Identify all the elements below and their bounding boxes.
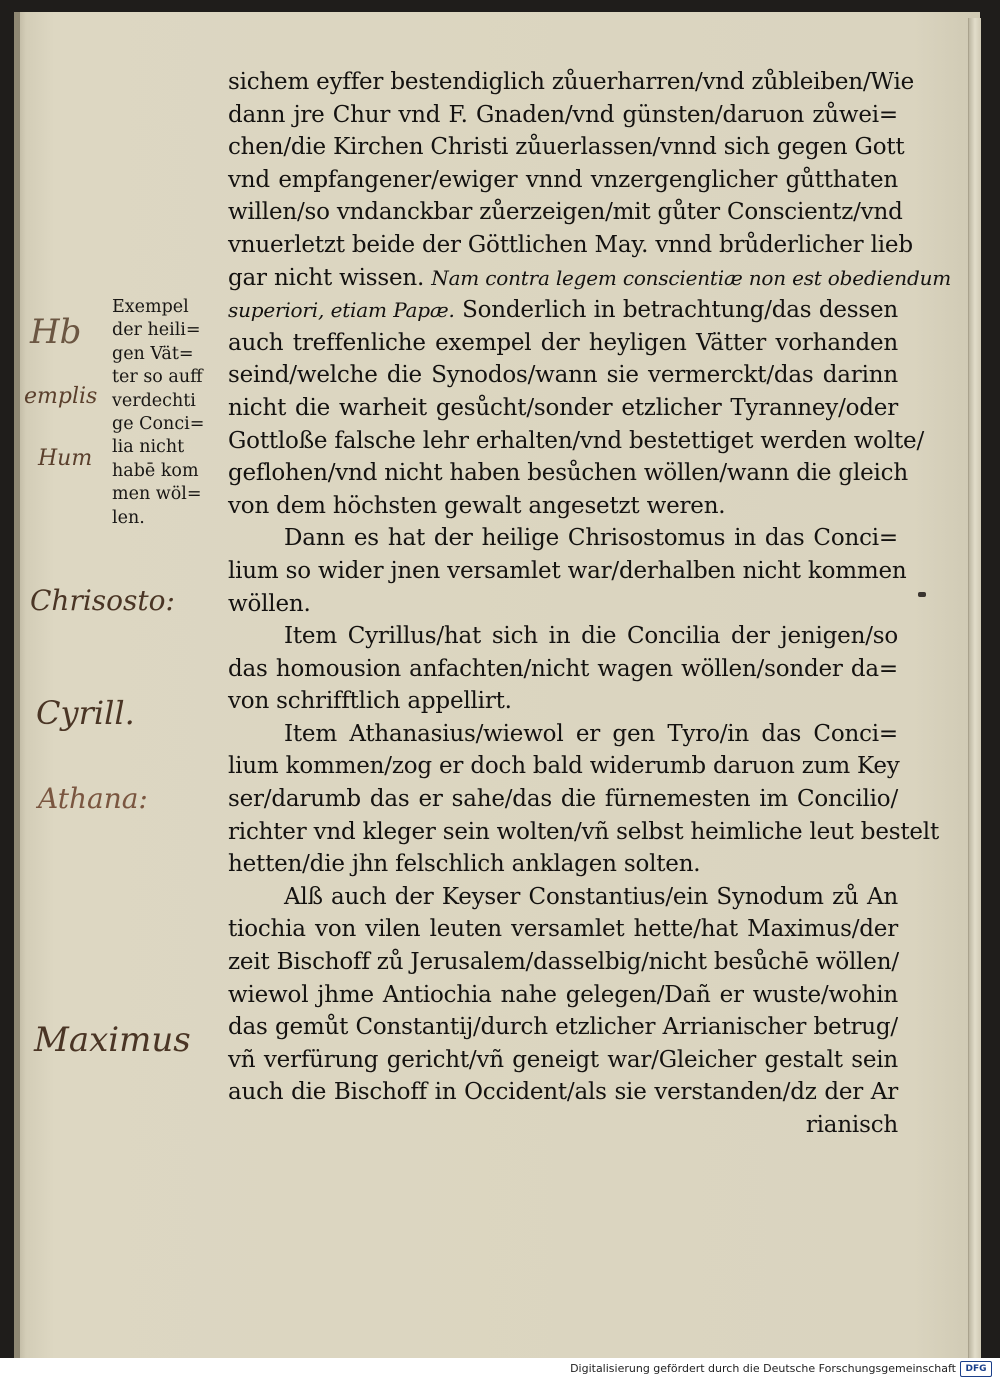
ink-mark xyxy=(918,592,926,597)
margin-note-line: ge Conci= xyxy=(112,414,205,435)
text-line: richter vnd kleger sein wolten/vñ selbst heimliche leut bestelt xyxy=(228,818,940,845)
text-line: vnd empfangener/ewiger vnnd vnzergenglicher gůtthaten xyxy=(228,166,898,193)
margin-note-line: habē kom xyxy=(112,460,199,481)
margin-note-line: lia nicht xyxy=(112,437,185,458)
paragraph-start: Dann es hat der heilige Chrisostomus in das Conci= xyxy=(284,525,898,552)
catchword: rianisch xyxy=(805,1112,898,1138)
dfg-logo: DFG xyxy=(960,1361,992,1377)
text-line: dann jre Chur vnd F. Gnaden/vnd günsten/daruon zůwei= xyxy=(228,101,898,128)
footer-bar xyxy=(0,1358,1000,1380)
handwritten-annotation: Maximus xyxy=(34,1020,191,1060)
text-line: auch die Bischoff in Occident/als sie verstanden/dz der Ar xyxy=(228,1079,898,1106)
text-line: chen/die Kirchen Christi zůuerlassen/vnnd sich gegen Gott xyxy=(228,134,905,161)
margin-note-line: gen Vät= xyxy=(112,343,194,364)
text-fragment: Sonderlich in betrachtung/das dessen xyxy=(454,297,898,324)
text-line: seind/welche die Synodos/wann sie vermerckt/das darinn xyxy=(228,362,898,389)
handwritten-annotation: Chrisosto: xyxy=(30,584,175,617)
text-line: wiewol jhme Antiochia nahe gelegen/Dañ er wuste/wohin xyxy=(228,981,898,1008)
text-line: wöllen. xyxy=(228,590,311,617)
text-fragment: gar nicht wissen. xyxy=(228,264,425,291)
text-line: von dem höchsten gewalt angesetzt weren. xyxy=(228,492,726,519)
handwritten-annotation: Hum xyxy=(38,446,93,471)
latin-quote: Nam contra legem conscientiæ non est obediendum xyxy=(431,265,952,290)
handwritten-annotation: emplis xyxy=(24,384,98,409)
text-line: von schrifftlich appellirt. xyxy=(228,688,512,715)
text-line: zeit Bischoff zů Jerusalem/dasselbig/nicht besůchē wöllen/ xyxy=(228,949,899,976)
text-line: Gottloße falsche lehr erhalten/vnd bestettiget werden wolte/ xyxy=(228,427,924,454)
text-line: hetten/die jhn felschlich anklagen solten. xyxy=(228,851,701,878)
paragraph-start: Item Cyrillus/hat sich in die Concilia der jenigen/so xyxy=(284,623,898,650)
text-line-with-latin xyxy=(228,294,898,327)
paragraph-start: Item Athanasius/wiewol er gen Tyro/in das Conci= xyxy=(284,720,898,747)
margin-note-line: ter so auff xyxy=(112,367,203,388)
handwritten-annotation: Cyrill. xyxy=(36,694,135,732)
text-line: geflohen/vnd nicht haben besůchen wöllen/wann die gleich xyxy=(228,460,908,487)
margin-note-line: men wöl= xyxy=(112,484,202,505)
text-line: sichem eyffer bestendiglich zůuerharren/vnd zůbleiben/Wie xyxy=(228,69,915,95)
printed-marginal-note xyxy=(112,296,222,530)
page-gutter-shadow xyxy=(14,12,20,1358)
main-text-block xyxy=(228,66,952,1142)
text-line: lium so wider jnen versamlet war/derhalben nicht kommen xyxy=(228,557,907,584)
text-line: ser/darumb das er sahe/das die fürnemesten im Concilio/ xyxy=(228,786,898,813)
handwritten-annotation: Hb xyxy=(30,312,82,352)
text-line: willen/so vndanckbar zůerzeigen/mit gůter Conscientz/vnd xyxy=(228,199,903,226)
text-line: nicht die warheit gesůcht/sonder etzlicher Tyranney/oder xyxy=(228,394,898,421)
text-line-with-latin xyxy=(228,262,952,295)
margin-note-line: verdechti xyxy=(112,390,196,411)
margin-note-line: Exempel xyxy=(112,297,189,317)
margin-note-line: der heili= xyxy=(112,320,201,341)
text-line: das homousion anfachten/nicht wagen wöllen/sonder da= xyxy=(228,655,898,682)
latin-quote: superiori, etiam Papæ. xyxy=(228,298,455,323)
text-line: vnuerletzt beide der Göttlichen May. vnnd brůderlicher lieb xyxy=(228,231,913,258)
paragraph-start: Alß auch der Keyser Constantius/ein Synodum zů An xyxy=(284,883,898,910)
handwritten-annotation: Athana: xyxy=(38,782,148,815)
text-line: lium kommen/zog er doch bald widerumb daruon zum Key xyxy=(228,753,900,780)
text-line: tiochia von vilen leuten versamlet hette/hat Maximus/der xyxy=(228,916,898,943)
page-edge xyxy=(968,18,981,1358)
text-line: auch treffenliche exempel der heyligen Vätter vorhanden xyxy=(228,329,898,356)
text-line: vñ verfürung gericht/vñ geneigt war/Gleicher gestalt sein xyxy=(228,1046,898,1073)
margin-note-line: len. xyxy=(112,507,145,528)
funding-credit: Digitalisierung gefördert durch die Deutsche Forschungsgemeinschaft xyxy=(570,1362,956,1375)
text-line: das gemůt Constantij/durch etzlicher Arrianischer betrug/ xyxy=(228,1014,898,1041)
